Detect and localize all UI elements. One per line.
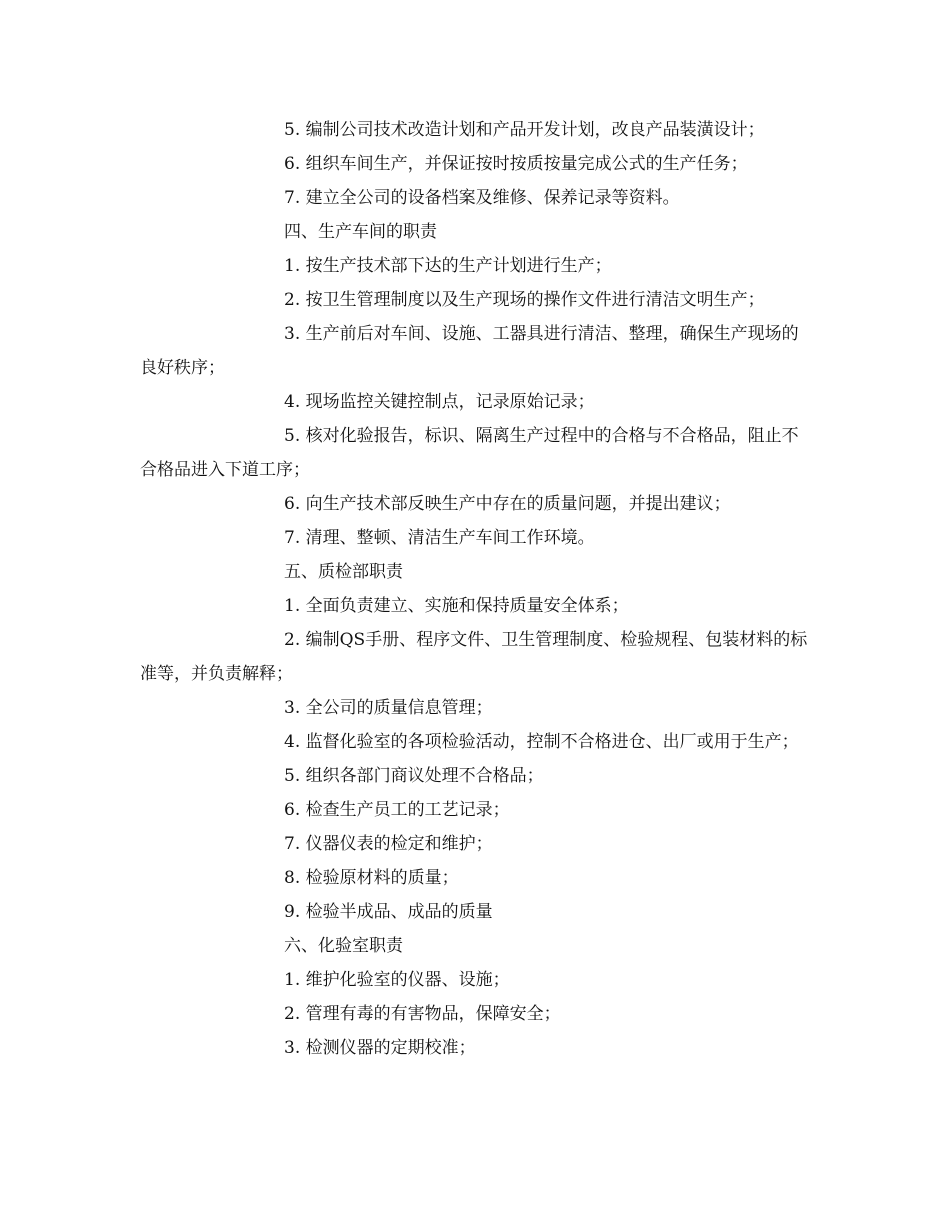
list-item: 8. 检验原材料的质量； bbox=[284, 868, 459, 888]
list-item: 9. 检验半成品、成品的质量 bbox=[284, 902, 493, 922]
list-item: 2. 按卫生管理制度以及生产现场的操作文件进行清洁文明生产； bbox=[284, 290, 765, 310]
list-item: 3. 全公司的质量信息管理； bbox=[284, 698, 493, 718]
list-item: 2. 管理有毒的有害物品，保障安全； bbox=[284, 1004, 561, 1024]
list-item: 7. 建立全公司的设备档案及维修、保养记录等资料。 bbox=[284, 188, 680, 208]
document-body bbox=[140, 113, 812, 1065]
list-item: 5. 核对化验报告，标识、隔离生产过程中的合格与不合格品，阻止不合格品进入下道工序； bbox=[140, 426, 799, 480]
list-item: 2. 编制QS手册、程序文件、卫生管理制度、检验规程、包装材料的标准等，并负责解释； bbox=[140, 630, 808, 684]
list-item: 6. 检查生产员工的工艺记录； bbox=[284, 800, 510, 820]
list-item: 1. 按生产技术部下达的生产计划进行生产； bbox=[284, 256, 612, 276]
list-item: 7. 仪器仪表的检定和维护； bbox=[284, 834, 493, 854]
list-item: 6. 组织车间生产，并保证按时按质按量完成公式的生产任务； bbox=[284, 154, 748, 174]
list-item: 4. 现场监控关键控制点，记录原始记录； bbox=[284, 392, 595, 412]
section-heading: 六、化验室职责 bbox=[284, 936, 403, 956]
list-item: 1. 全面负责建立、实施和保持质量安全体系； bbox=[284, 596, 629, 616]
list-item: 1. 维护化验室的仪器、设施； bbox=[284, 970, 510, 990]
list-item: 4. 监督化验室的各项检验活动，控制不合格进仓、出厂或用于生产； bbox=[284, 732, 799, 752]
list-item: 5. 组织各部门商议处理不合格品； bbox=[284, 766, 544, 786]
section-heading: 五、质检部职责 bbox=[284, 562, 403, 582]
list-item: 3. 检测仪器的定期校准； bbox=[284, 1038, 476, 1058]
list-item: 3. 生产前后对车间、设施、工器具进行清洁、整理，确保生产现场的良好秩序； bbox=[140, 324, 799, 378]
section-heading: 四、生产车间的职责 bbox=[284, 222, 437, 242]
list-item: 6. 向生产技术部反映生产中存在的质量问题，并提出建议； bbox=[284, 494, 731, 514]
list-item: 7. 清理、整顿、清洁生产车间工作环境。 bbox=[284, 528, 595, 548]
list-item: 5. 编制公司技术改造计划和产品开发计划，改良产品装潢设计； bbox=[284, 120, 765, 140]
